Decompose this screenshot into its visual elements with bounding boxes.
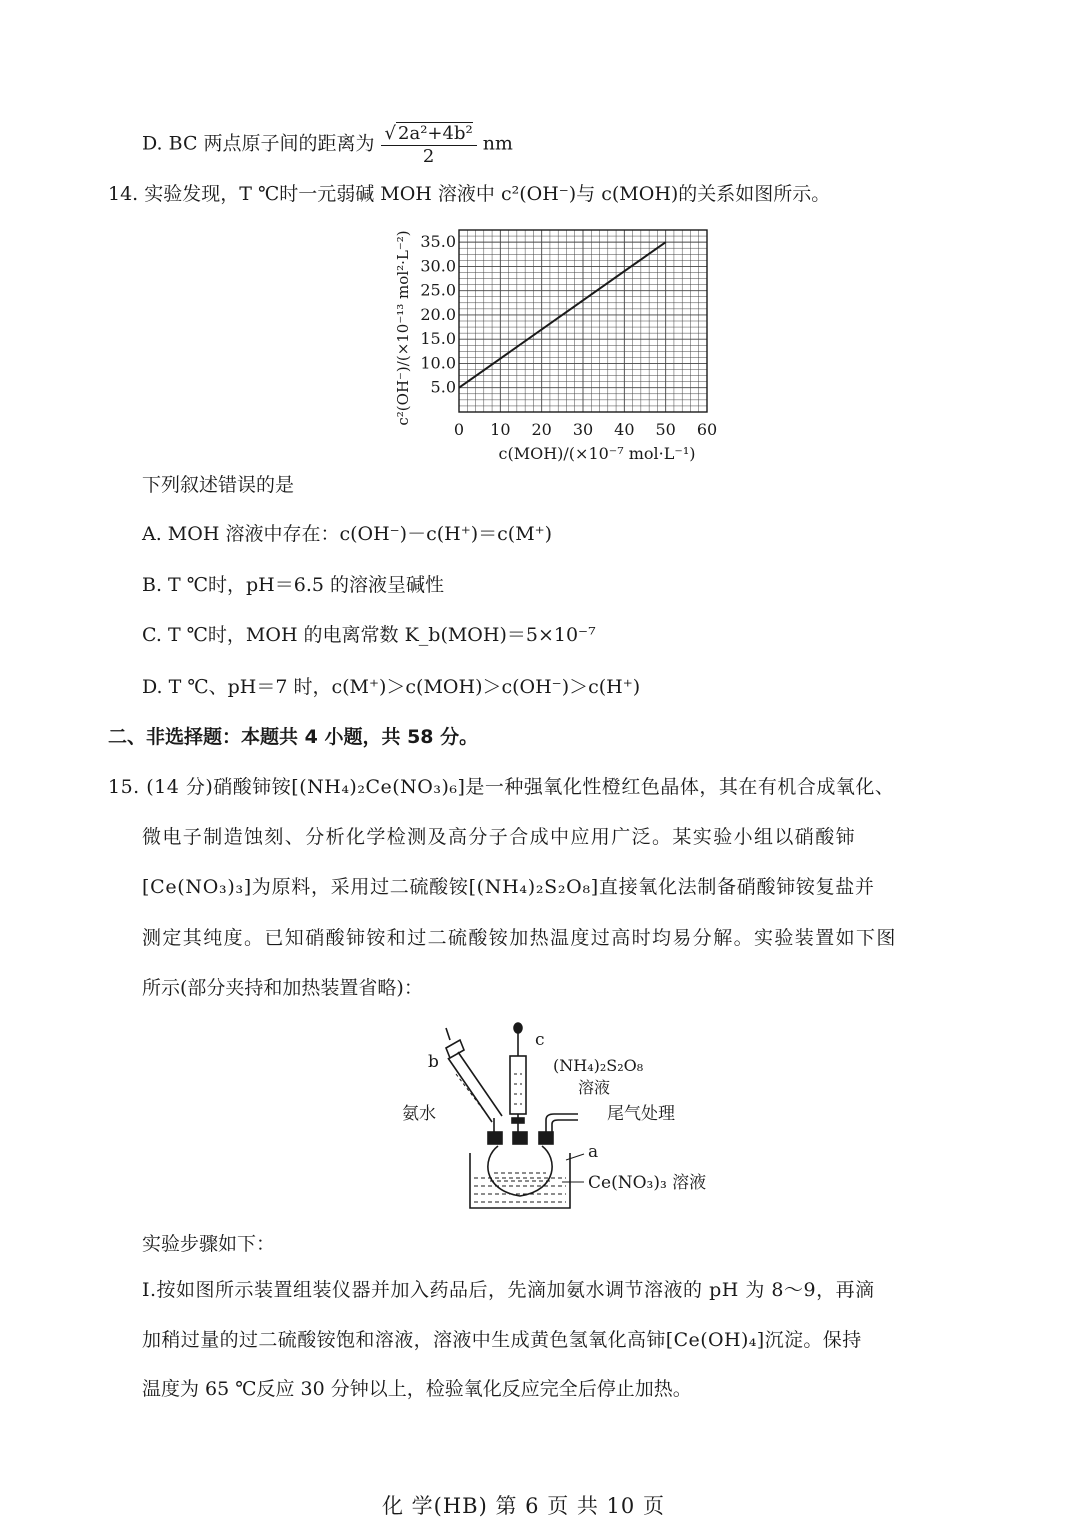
x-tick-label: 60 (696, 420, 718, 439)
y-tick-label: 20.0 (420, 304, 456, 324)
label-reagent-line2: 溶液 (578, 1078, 611, 1097)
chart-ticks (420, 232, 717, 439)
y-tick-label: 25.0 (420, 280, 456, 300)
label-reagent-line1: (NH₄)₂S₂O₈ (553, 1056, 644, 1075)
persulfate-funnel (510, 1023, 526, 1132)
section2-heading: 二、非选择题：本题共 4 小题，共 58 分。 (108, 726, 479, 748)
x-tick-label: 50 (655, 420, 676, 439)
exhaust-tube (546, 1114, 578, 1132)
label-exhaust: 尾气处理 (607, 1104, 675, 1124)
three-neck-flask (488, 1132, 553, 1196)
y-tick-label: 15.0 (420, 329, 456, 349)
step1-line-3: 温度为 65 ℃反应 30 分钟以上，检验氧化反应完全后停止加热。 (142, 1378, 692, 1400)
chart-grid (459, 230, 707, 412)
q13-option-d (142, 122, 513, 167)
q13-option-d-radicand: 2a²+4b² (398, 123, 473, 144)
q14-option-b: B. T ℃时，pH＝6.5 的溶液呈碱性 (142, 574, 444, 596)
q14-stem: 14. 实验发现，T ℃时一元弱碱 MOH 溶液中 c²(OH⁻)与 c(MOH)的关系如图所示。 (108, 183, 831, 205)
steps-heading: 实验步骤如下： (142, 1233, 276, 1255)
label-ce-solution: Ce(NO₃)₃ 溶液 (588, 1173, 707, 1193)
q13-option-d-prefix: D. BC 两点原子间的距离为 (142, 132, 375, 155)
step1-line-2: 加稍过量的过二硫酸铵饱和溶液，溶液中生成黄色氢氧化高铈[Ce(OH)₄]沉淀。保持 (142, 1329, 862, 1351)
x-tick-label: 40 (614, 420, 635, 439)
q14-option-d: D. T ℃、pH＝7 时，c(M⁺)＞c(MOH)＞c(OH⁻)＞c(H⁺) (142, 676, 641, 698)
step1-line-1: Ⅰ.按如图所示装置组装仪器并加入药品后，先滴加氨水调节溶液的 pH 为 8～9，再滴 (142, 1279, 875, 1301)
x-tick-label: 10 (490, 420, 511, 439)
page-footer: 化 学(HB) 第 6 页 共 10 页 (382, 1494, 665, 1518)
ammonia-funnel (446, 1028, 502, 1132)
q15-line-1: 15. (14 分)硝酸铈铵[(NH₄)₂Ce(NO₃)₆]是一种强氧化性橙红色晶体，其在有机合成氧化、 (108, 776, 895, 798)
q14-option-c: C. T ℃时，MOH 的电离常数 K_b(MOH)＝5×10⁻⁷ (142, 624, 596, 646)
y-tick-label: 10.0 (420, 353, 456, 373)
q14-prompt: 下列叙述错误的是 (142, 474, 295, 496)
y-tick-label: 30.0 (420, 256, 456, 276)
chart-y-axis-label: c²(OH⁻)/(×10⁻¹³ mol²·L⁻²) (394, 230, 412, 426)
chart-x-axis-label: c(MOH)/(×10⁻⁷ mol·L⁻¹) (498, 444, 696, 463)
label-ammonia: 氨水 (402, 1104, 436, 1124)
q15-line-2: 微电子制造蚀刻、分析化学检测及高分子合成中应用广泛。某实验小组以硝酸铈 (142, 826, 857, 848)
q14-chart (382, 208, 742, 478)
q15-line-5: 所示(部分夹持和加热装置省略)： (142, 977, 423, 999)
label-c: c (535, 1030, 545, 1050)
q13-option-d-fraction (381, 122, 477, 167)
y-tick-label: 35.0 (420, 232, 456, 252)
q15-line-4: 测定其纯度。已知硝酸铈铵和过二硫酸铵加热温度过高时均易分解。实验装置如下图 (142, 927, 897, 949)
y-tick-label: 5.0 (430, 377, 456, 397)
q13-option-d-denominator: 2 (422, 145, 435, 167)
q13-option-d-suffix: nm (482, 132, 513, 155)
q15-line-3: [Ce(NO₃)₃]为原料，采用过二硫酸铵[(NH₄)₂S₂O₈]直接氧化法制备硝酸铈铵复盐并 (142, 876, 875, 898)
label-b: b (428, 1052, 439, 1072)
sqrt-sign: √ (384, 123, 397, 144)
label-a: a (588, 1142, 599, 1162)
q14-option-a: A. MOH 溶液中存在：c(OH⁻)－c(H⁺)＝c(M⁺) (142, 523, 553, 545)
x-tick-label: 0 (453, 420, 465, 439)
x-tick-label: 30 (572, 420, 594, 439)
x-tick-label: 20 (531, 420, 552, 439)
